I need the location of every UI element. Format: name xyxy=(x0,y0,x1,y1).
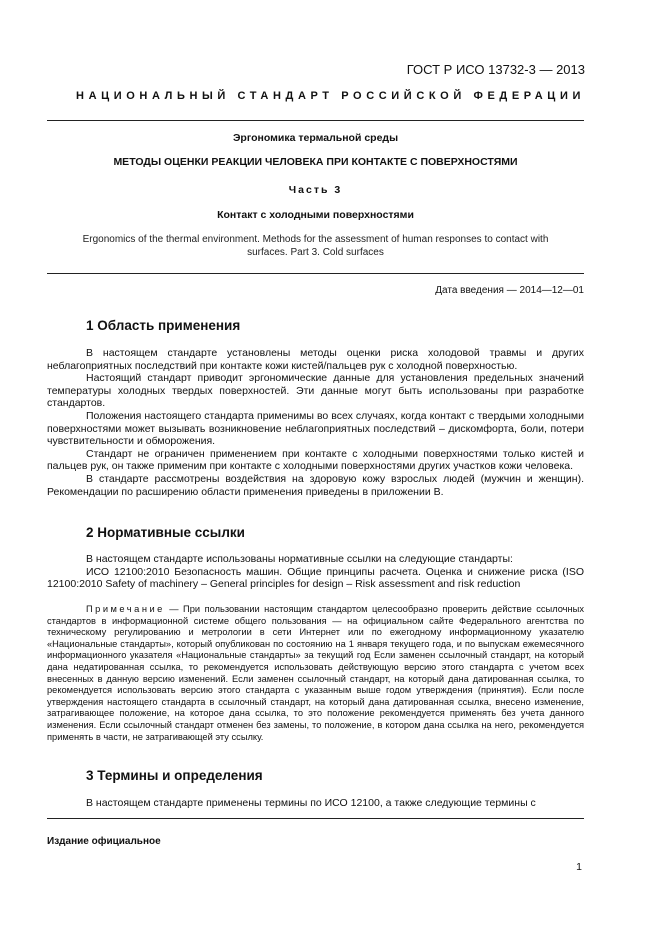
note xyxy=(47,604,584,743)
standard-code: ГОСТ Р ИСО 13732-3 — 2013 xyxy=(406,62,585,77)
section-3-body xyxy=(47,797,584,810)
section-3-heading: 3 Термины и определения xyxy=(86,768,263,783)
paragraph: В настоящем стандарте применены термины по ИСО 12100, а также следующие термины с xyxy=(86,797,536,809)
national-standard-heading: НАЦИОНАЛЬНЫЙ СТАНДАРТ РОССИЙСКОЙ ФЕДЕРАЦИИ xyxy=(76,90,585,102)
section-1-body xyxy=(47,347,584,498)
divider xyxy=(47,273,584,274)
paragraph: ИСО 12100:2010 Безопасность машин. Общие принципы расчета. Оценка и снижение риска (ISO 12100:2010 Safety of machinery – General principles for design – Risk assessment and risk reduction xyxy=(47,565,584,591)
note-label: Примечание xyxy=(86,604,165,614)
edition-label: Издание официальное xyxy=(47,836,161,847)
paragraph: Положения настоящего стандарта применимы во всех случаях, когда контакт с твердыми холодными поверхностями может вызывать возникновение неблагоприятных последствий – дискомфорта, боли, потери чувствительности и обморожения. xyxy=(47,409,584,448)
section-2-heading: 2 Нормативные ссылки xyxy=(86,525,245,540)
divider xyxy=(47,120,584,121)
divider xyxy=(47,818,584,819)
paragraph: В настоящем стандарте установлены методы оценки риска холодовой травмы и других неблагоприятных последствий при контакте кожи кистей/пальцев рук с холодной поверхностью. xyxy=(47,347,584,372)
section-2-body xyxy=(47,553,584,591)
page-number: 1 xyxy=(576,861,582,873)
paragraph: В стандарте рассмотрены воздействия на здоровую кожу взрослых людей (мужчин и женщин). Рекомендации по расширению области применения приведены в приложении В. xyxy=(47,472,584,498)
part-label: Часть 3 xyxy=(288,184,343,196)
title-line-2: МЕТОДЫ ОЦЕНКИ РЕАКЦИИ ЧЕЛОВЕКА ПРИ КОНТАКТЕ С ПОВЕРХНОСТЯМИ xyxy=(113,156,518,168)
note-text: — При пользовании настоящим стандартом целесообразно проверить действие ссылочных стандартов в информационной системе общего пользования — на официальном сайте Федерального агентства по техническому регулированию и метрологии в сети Интернет или по ежегодному информационному указателю «Национальные стандарты», который опубликован по состоянию на 1 января текущего года, и по выпускам ежемесячного информационного указателя «Национальные стандарты» за текущий год Если заменен ссылочный стандарт, на который дана недатированная ссылка, то рекомендуется использовать действующую версию этого стандарта с учетом всех внесенных в данную версию изменений. Если заменен ссылочный стандарт, на который дана датированная ссылка, то рекомендуется использовать версию этого стандарта с указанным выше годом утверждения (принятия). Если после утверждения настоящего стандарта в ссылочный стандарт, на который дана датированная ссылка, внесено изменение, затрагивающее положение, на которое дана ссылка, то это положение рекомендуется применять без учета данного изменения. Если ссылочный стандарт отменен без замены, то положение, в котором дана ссылка на него, рекомендуется применять в части, не затрагивающей эту ссылку. xyxy=(47,604,584,742)
subtitle: Контакт с холодными поверхностями xyxy=(217,209,414,221)
english-title: Ergonomics of the thermal environment. Methods for the assessment of human responses to contact with surfaces. Part 3. Cold surfaces xyxy=(82,234,549,258)
introduction-date: Дата введения — 2014—12—01 xyxy=(435,285,584,296)
title-line-1: Эргономика термальной среды xyxy=(232,132,399,144)
paragraph: Стандарт не ограничен применением при контакте с холодными поверхностями только кистей и пальцев рук, он также применим при контакте с холодными поверхностями других участков кожи человека. xyxy=(47,447,584,473)
paragraph: Настоящий стандарт приводит эргономические данные для установления предельных значений температуры холодных твердых поверхностей. Эти данные могут быть использованы при разработке стандартов. xyxy=(47,372,584,410)
section-1-heading: 1 Область применения xyxy=(86,318,241,333)
paragraph: В настоящем стандарте использованы нормативные ссылки на следующие стандарты: xyxy=(86,553,513,565)
